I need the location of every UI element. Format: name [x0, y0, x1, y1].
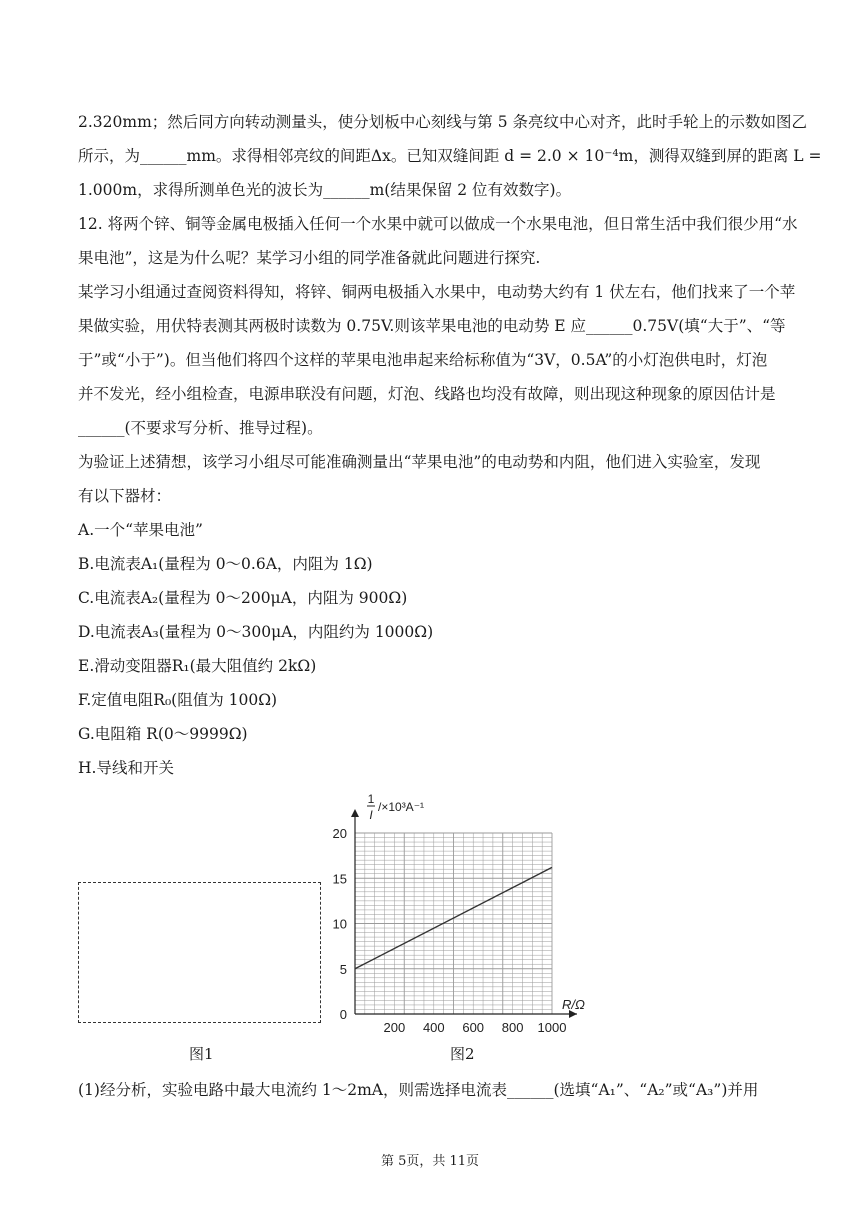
y-tick-label: 10: [332, 916, 347, 932]
y-label-unit: /×10³A⁻¹: [378, 800, 425, 814]
figure-1-placeholder-box: [78, 882, 321, 1023]
text-line: 果电池”，这是为什么呢？某学习小组的同学准备就此问题进行探究.: [78, 249, 541, 267]
y-tick-label: 15: [332, 871, 347, 887]
text-line: 2.320mm；然后同方向转动测量头，使分划板中心刻线与第 5 条亮纹中心对齐，此时手轮上的示数如图乙: [78, 113, 807, 131]
x-axis-label: R/Ω: [562, 997, 585, 1012]
text-line: E.滑动变阻器R₁(最大阻值约 2kΩ): [78, 657, 317, 675]
text-line: C.电流表A₂(量程为 0～200μA，内阻为 900Ω): [78, 589, 408, 607]
figure-2-chart: [320, 785, 600, 1045]
text-line: 并不发光，经小组检查，电源串联没有问题，灯泡、线路也均没有故障，则出现这种现象的原因估计是: [78, 385, 776, 403]
text-line: 所示，为______mm。求得相邻亮纹的间距Δx。已知双缝间距 d = 2.0 × 10⁻⁴m，测得双缝到屏的距离 L =: [78, 147, 822, 165]
chart-grid: [355, 833, 552, 1014]
text-line: G.电阻箱 R(0～9999Ω): [78, 725, 248, 743]
x-tick-label: 800: [501, 1020, 524, 1035]
text-line: ______(不要求写分析、推导过程)。: [78, 419, 323, 437]
text-line: A.一个“苹果电池”: [78, 521, 203, 539]
y-axis-arrow: [351, 809, 359, 817]
text-line: 1.000m，求得所测单色光的波长为______m(结果保留 2 位有效数字)。: [78, 181, 572, 199]
question-1-text: (1)经分析，实验电路中最大电流约 1～2mA，则需选择电流表______(选填“A₁”、“A₂”或“A₃”)并用: [78, 1081, 759, 1099]
text-line: D.电流表A₃(量程为 0～300μA，内阻约为 1000Ω): [78, 623, 434, 641]
x-tick-label: 600: [462, 1020, 485, 1035]
figure-1-caption: 图1: [189, 1045, 214, 1063]
y-label-numerator: 1: [367, 792, 375, 806]
text-line: F.定值电阻R₀(阻值为 100Ω): [78, 691, 278, 709]
y-tick-label: 0: [339, 1007, 347, 1022]
text-line: B.电流表A₁(量程为 0～0.6A，内阻为 1Ω): [78, 555, 373, 573]
chart-ticks: [333, 826, 567, 1035]
figure-2-caption: 图2: [450, 1045, 475, 1063]
y-tick-label: 20: [332, 826, 347, 841]
text-line: 果做实验，用伏特表测其两极时读数为 0.75V.则该苹果电池的电动势 E 应______0.75V(填“大于”、“等: [78, 317, 786, 335]
x-tick-label: 200: [383, 1020, 406, 1035]
text-line: 12. 将两个锌、铜等金属电极插入任何一个水果中就可以做成一个水果电池，但日常生活中我们很少用“水: [78, 215, 798, 233]
page-footer: 第 5页，共 11页: [380, 1154, 480, 1169]
y-tick-label: 5: [339, 961, 347, 977]
x-tick-label: 400: [422, 1020, 445, 1035]
text-line: 为验证上述猜想，该学习小组尽可能准确测量出“苹果电池”的电动势和内阻，他们进入实验室，发现: [78, 453, 761, 471]
text-line: 于”或“小于”)。但当他们将四个这样的苹果电池串起来给标称值为“3V，0.5A”的小灯泡供电时，灯泡: [78, 351, 768, 369]
x-tick-label: 1000: [537, 1020, 567, 1035]
text-line: H.导线和开关: [78, 759, 174, 777]
y-label-denominator: I: [369, 808, 373, 822]
text-line: 某学习小组通过查阅资料得知，将锌、铜两电极插入水果中，电动势大约有 1 伏左右，他们找来了一个苹: [78, 283, 796, 301]
text-line: 有以下器材：: [78, 487, 172, 505]
